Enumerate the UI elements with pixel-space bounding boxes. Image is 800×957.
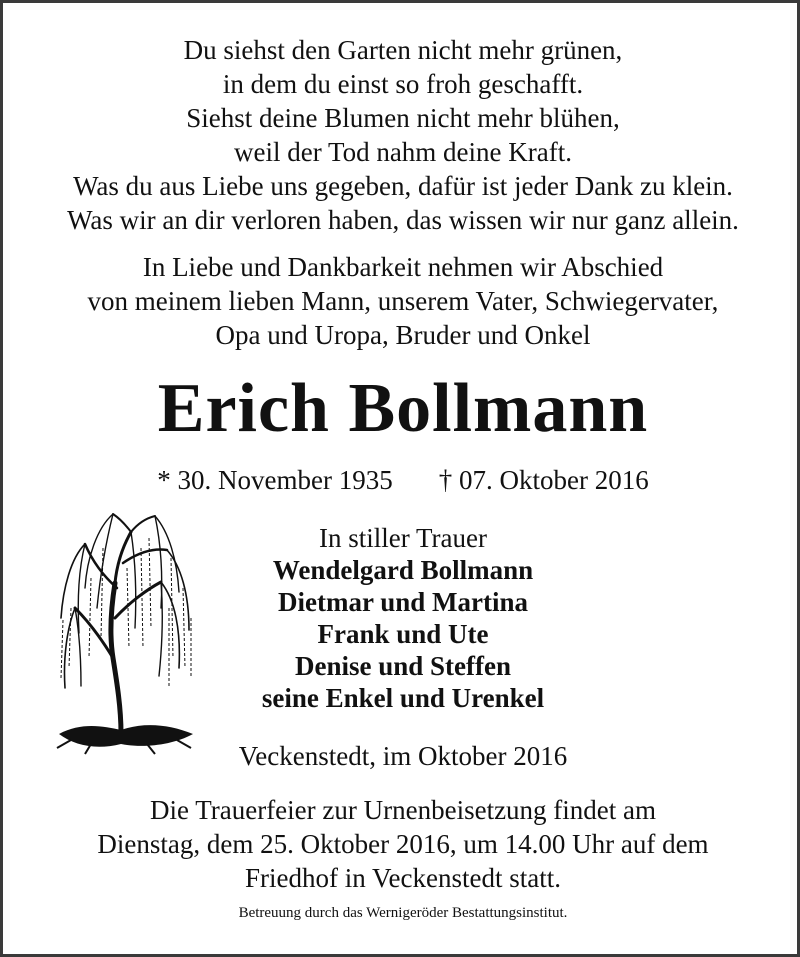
life-dates bbox=[3, 463, 800, 497]
intro-line: In Liebe und Dankbarkeit nehmen wir Abschied bbox=[142, 252, 664, 282]
poem-line: in dem du einst so froh geschafft. bbox=[222, 69, 584, 99]
place-date: Veckenstedt, im Oktober 2016 bbox=[238, 741, 568, 771]
mourner-name: Dietmar und Martina bbox=[278, 587, 528, 617]
farewell-intro bbox=[3, 250, 800, 352]
intro-line: Opa und Uropa, Bruder und Onkel bbox=[215, 320, 591, 350]
mourner-name: seine Enkel und Urenkel bbox=[261, 683, 545, 713]
deceased-name: Erich Bollmann bbox=[157, 370, 649, 447]
poem-line: Was du aus Liebe uns gegeben, dafür ist jeder Dank zu klein. bbox=[73, 171, 733, 201]
poem-line: weil der Tod nahm deine Kraft. bbox=[233, 137, 572, 167]
birth-date: * 30. November 1935 bbox=[157, 465, 393, 495]
death-date: † 07. Oktober 2016 bbox=[438, 465, 649, 495]
service-line: Friedhof in Veckenstedt statt. bbox=[245, 863, 561, 893]
mourner-name: Wendelgard Bollmann bbox=[272, 555, 534, 585]
weeping-willow-icon bbox=[51, 508, 201, 758]
service-line: Dienstag, dem 25. Oktober 2016, um 14.00 Uhr auf dem bbox=[97, 829, 709, 859]
service-line: Die Trauerfeier zur Urnenbeisetzung findet am bbox=[149, 795, 657, 825]
mourner-name: Denise und Steffen bbox=[294, 651, 511, 681]
funeral-service-info bbox=[3, 793, 800, 895]
funeral-home-credit: Betreuung durch das Wernigeröder Bestattungsinstitut. bbox=[238, 905, 568, 921]
mourners-list bbox=[203, 522, 603, 714]
poem-line: Siehst deine Blumen nicht mehr blühen, bbox=[186, 103, 620, 133]
mourning-heading: In stiller Trauer bbox=[319, 523, 487, 553]
mourner-name: Frank und Ute bbox=[317, 619, 489, 649]
poem bbox=[3, 33, 800, 237]
poem-line: Du siehst den Garten nicht mehr grünen, bbox=[183, 35, 623, 65]
intro-line: von meinem lieben Mann, unserem Vater, Schwiegervater, bbox=[87, 286, 719, 316]
poem-line: Was wir an dir verloren haben, das wissen wir nur ganz allein. bbox=[67, 205, 739, 235]
